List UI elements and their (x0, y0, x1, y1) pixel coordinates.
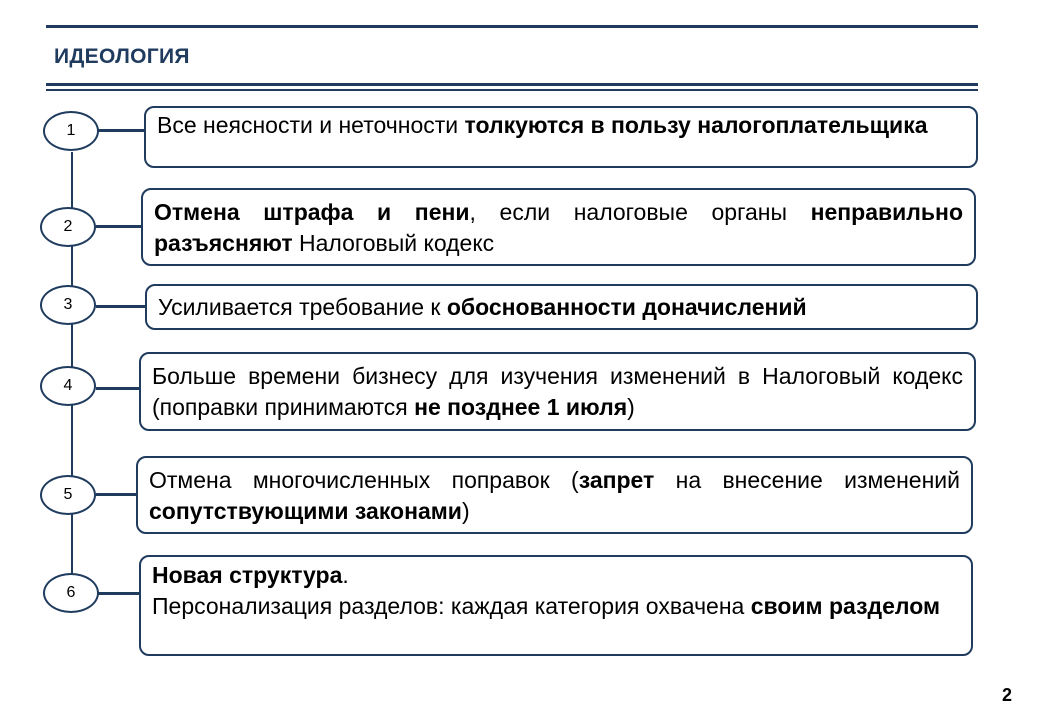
step-number-2-text: 2 (63, 218, 73, 235)
page-number: 2 (1001, 685, 1012, 705)
item-box-4 (139, 352, 976, 431)
item-6-bold-1: Новая структура (152, 562, 343, 588)
item-4-bold: не позднее 1 июля (414, 394, 628, 420)
item-3-bold: обоснованности доначислений (446, 294, 807, 320)
step-number-6 (43, 573, 99, 613)
title-underline (46, 83, 978, 86)
step-number-4-text: 4 (63, 377, 73, 394)
top-rule (46, 25, 978, 28)
item-2-text-2: Налоговый кодекс (292, 230, 495, 256)
item-2-text-1: , если налоговые органы (469, 199, 811, 225)
item-1-bold: толкуются в пользу налогоплательщика (464, 112, 928, 138)
step-number-4 (40, 366, 96, 406)
item-6-text-2: Персонализация разделов: каждая категория охвачена (152, 593, 751, 619)
item-6-text-1: . (342, 562, 349, 588)
step-number-3-text: 3 (63, 296, 73, 313)
slide-title: ИДЕОЛОГИЯ (54, 45, 190, 68)
item-5-bold-2: сопутствующими законами (149, 498, 462, 524)
connector-2 (96, 225, 142, 228)
connector-5 (96, 493, 138, 496)
item-box-6 (139, 555, 973, 656)
item-6-line-2 (152, 591, 960, 622)
connector-3 (96, 305, 146, 308)
item-box-3 (145, 284, 978, 330)
step-number-3 (40, 285, 96, 325)
item-1-text: Все неясности и неточности (157, 112, 465, 138)
step-number-5-text: 5 (63, 486, 73, 503)
item-box-5 (136, 456, 973, 534)
step-number-5 (40, 475, 96, 515)
item-5-text-1: Отмена многочисленных поправок ( (149, 467, 579, 493)
step-number-6-text: 6 (66, 584, 76, 601)
item-3-text: Усиливается требование к (158, 294, 447, 320)
item-5-text-3: ) (461, 498, 470, 524)
item-4-text-1: Больше времени бизнесу для изучения изменений в Налоговый кодекс (поправки принимаются (152, 363, 963, 420)
item-2-bold-1: Отмена штрафа и пени (154, 199, 470, 225)
connector-6 (98, 592, 140, 595)
item-5-bold-1: запрет (578, 467, 655, 493)
item-4-text-2: ) (627, 394, 635, 420)
connector-4 (96, 387, 140, 390)
step-number-1 (43, 111, 99, 151)
step-number-1-text: 1 (66, 122, 76, 139)
title-underline-thin (46, 89, 978, 91)
item-2-bold-2: неправильно разъясняют (154, 199, 963, 256)
item-6-bold-2: своим разделом (750, 593, 940, 619)
step-number-2 (40, 207, 96, 247)
item-box-2 (141, 188, 976, 266)
connector-1 (98, 129, 144, 132)
item-5-text-2: на внесение изменений (654, 467, 960, 493)
item-box-1 (144, 106, 978, 168)
